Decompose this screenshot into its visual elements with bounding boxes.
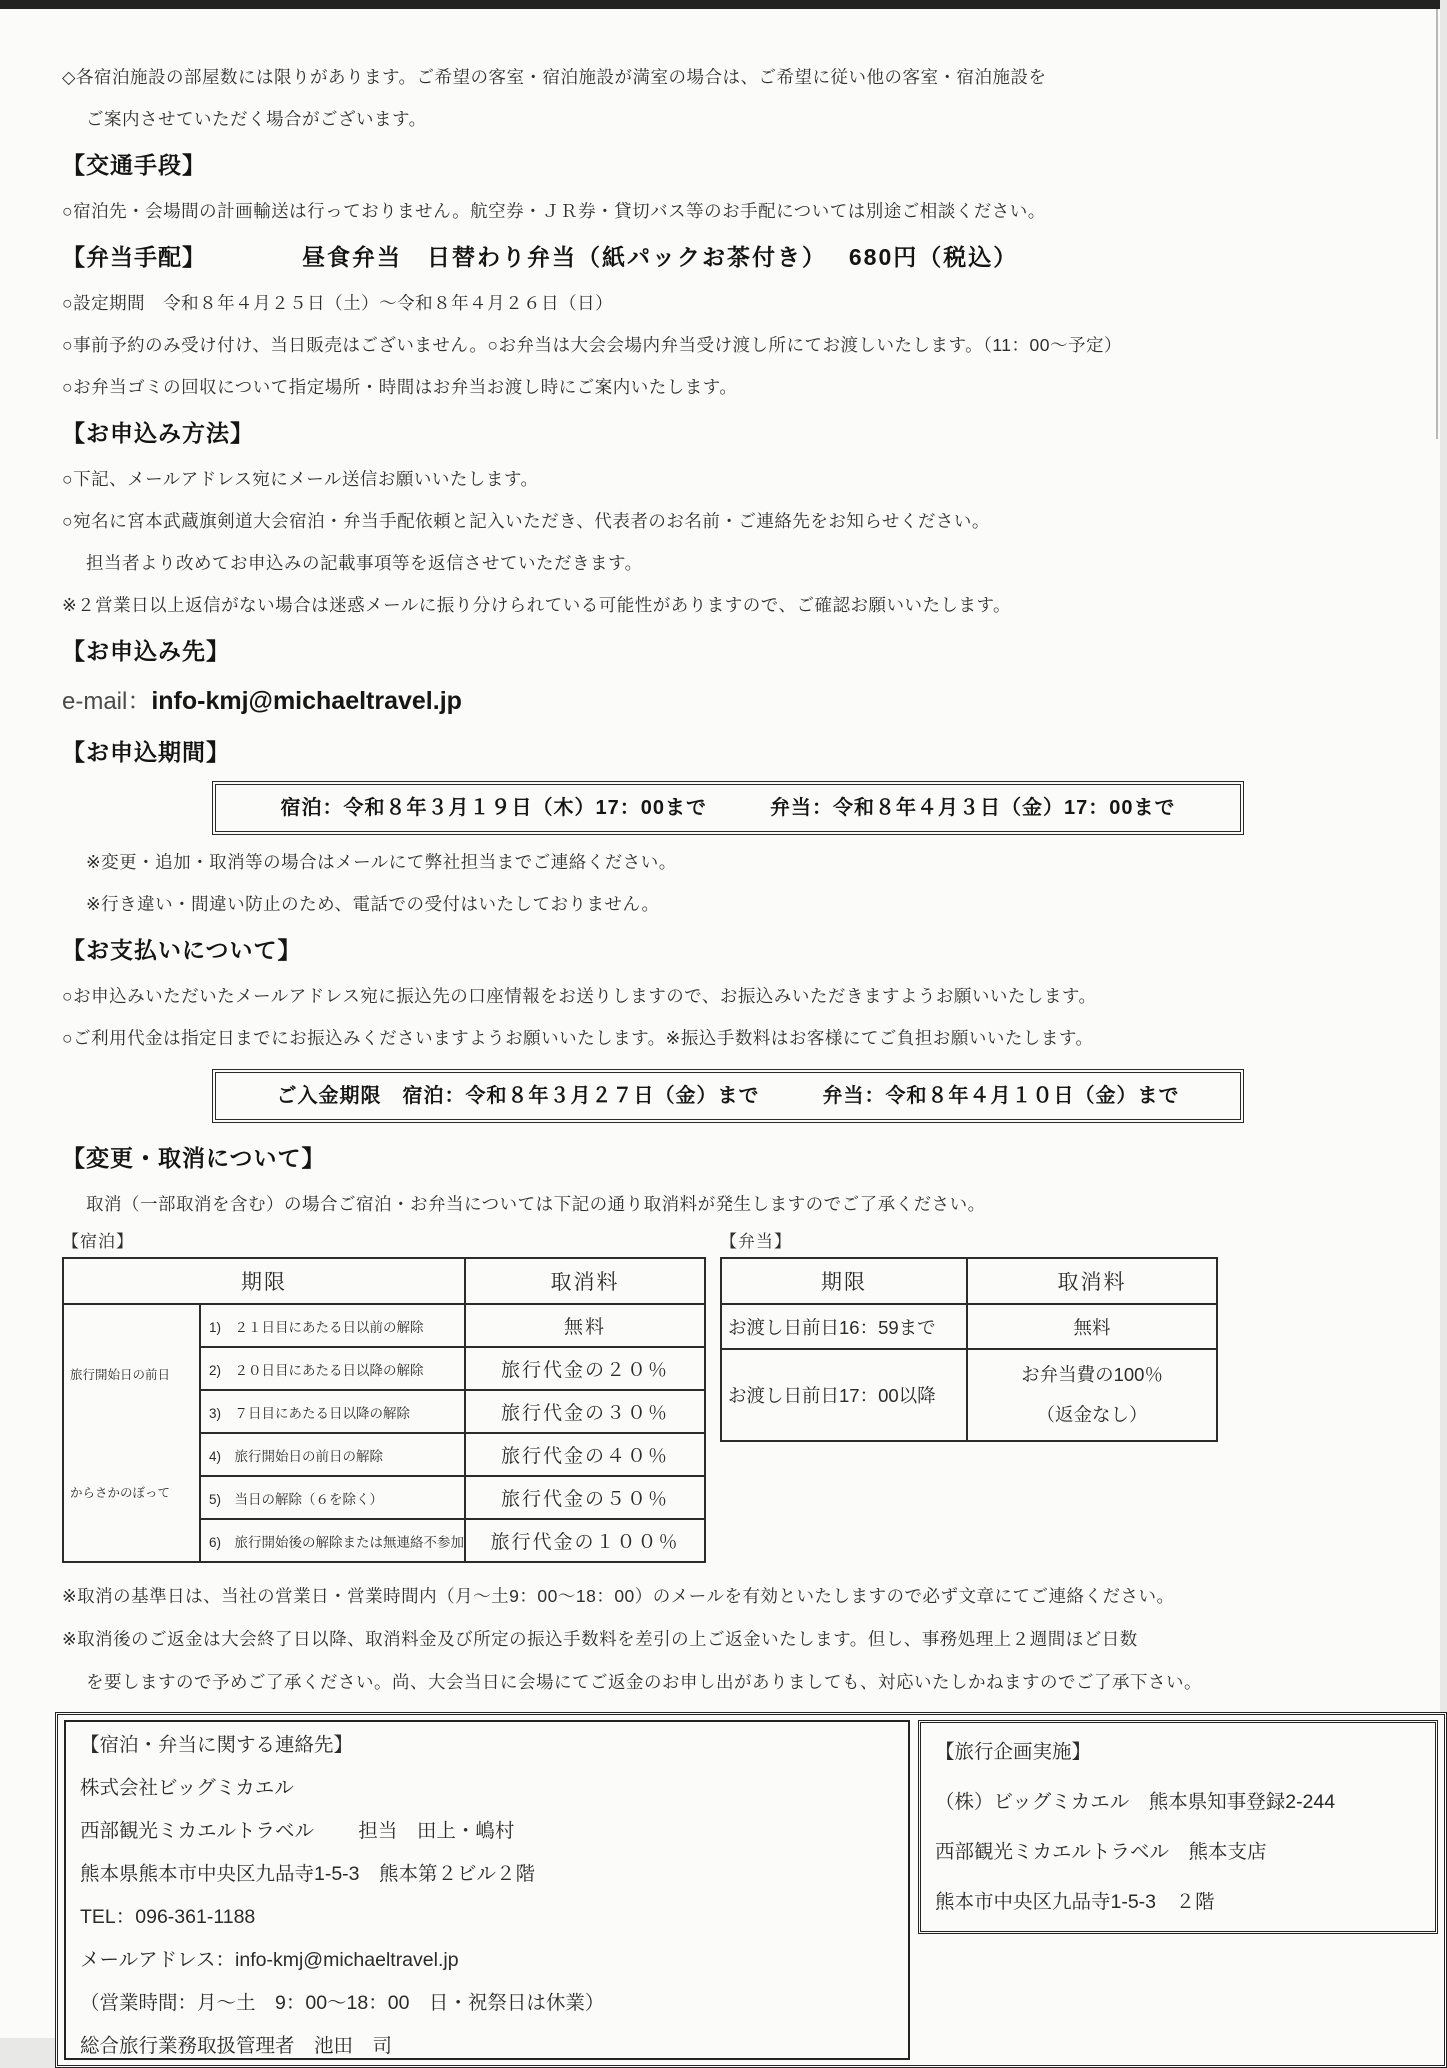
apply-period-note2: ※行き違い・間違い防止のため、電話での受付はいたしておりません。 <box>86 894 660 914</box>
cancel-condition: 6) 旅行開始後の解除または無連絡不参加 <box>200 1519 465 1562</box>
bento-section-header <box>62 232 1412 282</box>
travel-agency-box <box>918 1720 1438 1934</box>
bento-cancel-column <box>720 1227 1218 1442</box>
cancel-fee: 旅行代金の３０％ <box>465 1390 705 1433</box>
cancellation-tables <box>62 1227 1412 1563</box>
cancel-fee: 無料 <box>967 1304 1217 1349</box>
scan-artifact-right-edge <box>1436 9 1438 439</box>
table-row <box>63 1304 705 1347</box>
payment-line2: ○ご利用代金は指定日までにお振込みくださいますようお願いいたします。※振込手数料はお客様にてご負担お願いいたします。 <box>62 1028 1094 1048</box>
apply-method-line2: ○宛名に宮本武蔵旗剣道大会宿泊・弁当手配依頼と記入いただき、代表者のお名前・ご連絡先をお知らせください。 <box>62 511 990 531</box>
contact-branch: 西部観光ミカエルトラベル 担当 田上・嶋村 <box>80 1820 515 1842</box>
room-limit-note-line2: ご案内させていただく場合がございます。 <box>86 109 427 129</box>
bottom-boxes <box>55 1712 1447 2068</box>
cancel-fee-line2: （返金なし） <box>1036 1404 1148 1425</box>
apply-deadline-box: 宿泊：令和８年３月１９日（木）17：00まで 弁当：令和８年４月３日（金）17：00まで <box>212 781 1244 835</box>
bento-trash-line: ○お弁当ゴミの回収について指定場所・時間はお弁当お渡し時にご案内いたします。 <box>62 377 738 397</box>
cancel-fee: 旅行代金の４０％ <box>465 1433 705 1476</box>
bento-cancel-table <box>720 1257 1218 1442</box>
cancel-fee: 無料 <box>465 1304 705 1347</box>
side-label-top: 旅行開始日の前日 <box>70 1368 171 1382</box>
email-label: e-mail： <box>62 688 152 715</box>
contact-address: 熊本県熊本市中央区九品寺1-5-3 熊本第２ビル２階 <box>80 1863 536 1885</box>
transport-section-heading: 【交通手段】 <box>62 152 206 178</box>
payment-deadline-box: ご入金期限 宿泊：令和８年３月２７日（金）まで 弁当：令和８年４月１０日（金）まで <box>212 1069 1244 1123</box>
cancel-condition: 2) ２０日目にあたる日以降の解除 <box>200 1347 465 1390</box>
bento-table-label: 【弁当】 <box>720 1232 793 1251</box>
lodging-col-deadline: 期限 <box>63 1258 465 1304</box>
bento-section-heading: 【弁当手配】 <box>62 244 206 270</box>
application-email-address: info-kmj@michaeltravel.jp <box>151 687 462 715</box>
cancel-condition: 4) 旅行開始日の前日の解除 <box>200 1433 465 1476</box>
agency-box-heading: 【旅行企画実施】 <box>935 1741 1092 1763</box>
table-header-row <box>63 1258 705 1304</box>
apply-method-heading: 【お申込み方法】 <box>62 420 254 446</box>
contact-company: 株式会社ビッグミカエル <box>80 1777 294 1799</box>
cancel-condition: 3) ７日目にあたる日以降の解除 <box>200 1390 465 1433</box>
contact-email: メールアドレス：info-kmj@michaeltravel.jp <box>80 1949 459 1971</box>
lodging-side-label-cell <box>63 1304 200 1562</box>
apply-period-heading: 【お申込期間】 <box>62 739 230 765</box>
cancellation-note2: ※取消後のご返金は大会終了日以降、取消料金及び所定の振込手数料を差引の上ご返金いたします。但し、事務処理上２週間ほど日数 <box>62 1629 1138 1649</box>
cancellation-heading: 【変更・取消について】 <box>62 1145 326 1171</box>
bento-col-fee: 取消料 <box>967 1258 1217 1304</box>
cancel-condition: 1) ２１日目にあたる日以前の解除 <box>200 1304 465 1347</box>
room-limit-note-line1: ◇各宿泊施設の部屋数には限りがあります。ご希望の客室・宿泊施設が満室の場合は、ご希望に従い他の客室・宿泊施設を <box>62 67 1047 87</box>
bento-title: 昼食弁当 日替わり弁当（紙パックお茶付き） 680円（税込） <box>302 244 1019 270</box>
lodging-side-label-inner <box>70 1315 199 1551</box>
agency-address: 熊本市中央区九品寺1-5-3 ２階 <box>935 1891 1215 1913</box>
table-row <box>721 1304 1217 1349</box>
contact-box-heading: 【宿泊・弁当に関する連絡先】 <box>80 1734 354 1756</box>
cancel-fee: 旅行代金の５０％ <box>465 1476 705 1519</box>
cancel-fee: 旅行代金の２０％ <box>465 1347 705 1390</box>
application-email-line <box>62 676 1412 727</box>
cancel-fee <box>967 1349 1217 1441</box>
cancellation-note1: ※取消の基準日は、当社の営業日・営業時間内（月～土9：00～18：00）のメールを有効といたしますので必ず文章にてご連絡ください。 <box>62 1586 1175 1606</box>
payment-heading: 【お支払いについて】 <box>62 937 302 963</box>
apply-method-line1: ○下記、メールアドレス宛にメール送信お願いいたします。 <box>62 469 539 489</box>
contact-hours: （営業時間：月～土 9：00～18：00 日・祝祭日は休業） <box>80 1992 605 2014</box>
table-header-row <box>721 1258 1217 1304</box>
cancel-condition: お渡し日前日17：00以降 <box>721 1349 967 1441</box>
lodging-table-label: 【宿泊】 <box>62 1232 134 1251</box>
cancel-condition: 5) 当日の解除（６を除く） <box>200 1476 465 1519</box>
cancellation-note3: を要しますので予めご了承ください。尚、大会当日に会場にてご返金のお申し出がありましても、対応いたしかねますのでご了承下さい。 <box>86 1672 1202 1692</box>
lodging-bento-contact-box <box>64 1720 910 2060</box>
table-row <box>721 1349 1217 1441</box>
contact-tel: TEL：096-361-1188 <box>80 1906 256 1928</box>
agency-company: （株）ビッグミカエル 熊本県知事登録2-244 <box>935 1791 1336 1813</box>
apply-method-line4: ※２営業日以上返信がない場合は迷惑メールに振り分けられている可能性がありますので、ご確認お願いいたします。 <box>62 595 1012 615</box>
cancel-fee-line1: お弁当費の100％ <box>1021 1364 1163 1385</box>
apply-method-line3: 担当者より改めてお申込みの記載事項等を返信させていただきます。 <box>86 553 643 573</box>
contact-manager: 総合旅行業務取扱管理者 池田 司 <box>80 2035 393 2057</box>
apply-period-note1: ※変更・追加・取消等の場合はメールにて弊社担当までご連絡ください。 <box>86 852 677 872</box>
contact-outer-box <box>55 1712 1447 2068</box>
lodging-cancel-column <box>62 1227 706 1563</box>
scan-artifact-top-bar <box>0 0 1440 9</box>
bento-reservation-line: ○事前予約のみ受け付け、当日販売はございません。○お弁当は大会会場内弁当受け渡し所にてお渡しいたします。（11：00～予定） <box>62 335 1122 355</box>
cancel-condition: お渡し日前日16：59まで <box>721 1304 967 1349</box>
cancel-fee: 旅行代金の１００％ <box>465 1519 705 1562</box>
cancellation-notes <box>62 1575 1412 1704</box>
side-label-bottom: からさかのぼって <box>70 1486 171 1500</box>
agency-branch: 西部観光ミカエルトラベル 熊本支店 <box>935 1841 1267 1863</box>
payment-line1: ○お申込みいただいたメールアドレス宛に振込先の口座情報をお送りしますので、お振込みいただきますようお願いいたします。 <box>62 986 1097 1006</box>
transport-body: ○宿泊先・会場間の計画輸送は行っておりません。航空券・ＪＲ券・貸切バス等のお手配については別途ご相談ください。 <box>62 201 1046 221</box>
lodging-cancel-table <box>62 1257 706 1563</box>
bento-period-line: ○設定期間 令和８年４月２５日（土）～令和８年４月２６日（日） <box>62 293 614 313</box>
apply-to-heading: 【お申込み先】 <box>62 638 230 664</box>
cancellation-intro: 取消（一部取消を含む）の場合ご宿泊・お弁当については下記の通り取消料が発生しますのでご了承ください。 <box>86 1194 986 1214</box>
bento-col-deadline: 期限 <box>721 1258 967 1304</box>
lodging-col-fee: 取消料 <box>465 1258 705 1304</box>
